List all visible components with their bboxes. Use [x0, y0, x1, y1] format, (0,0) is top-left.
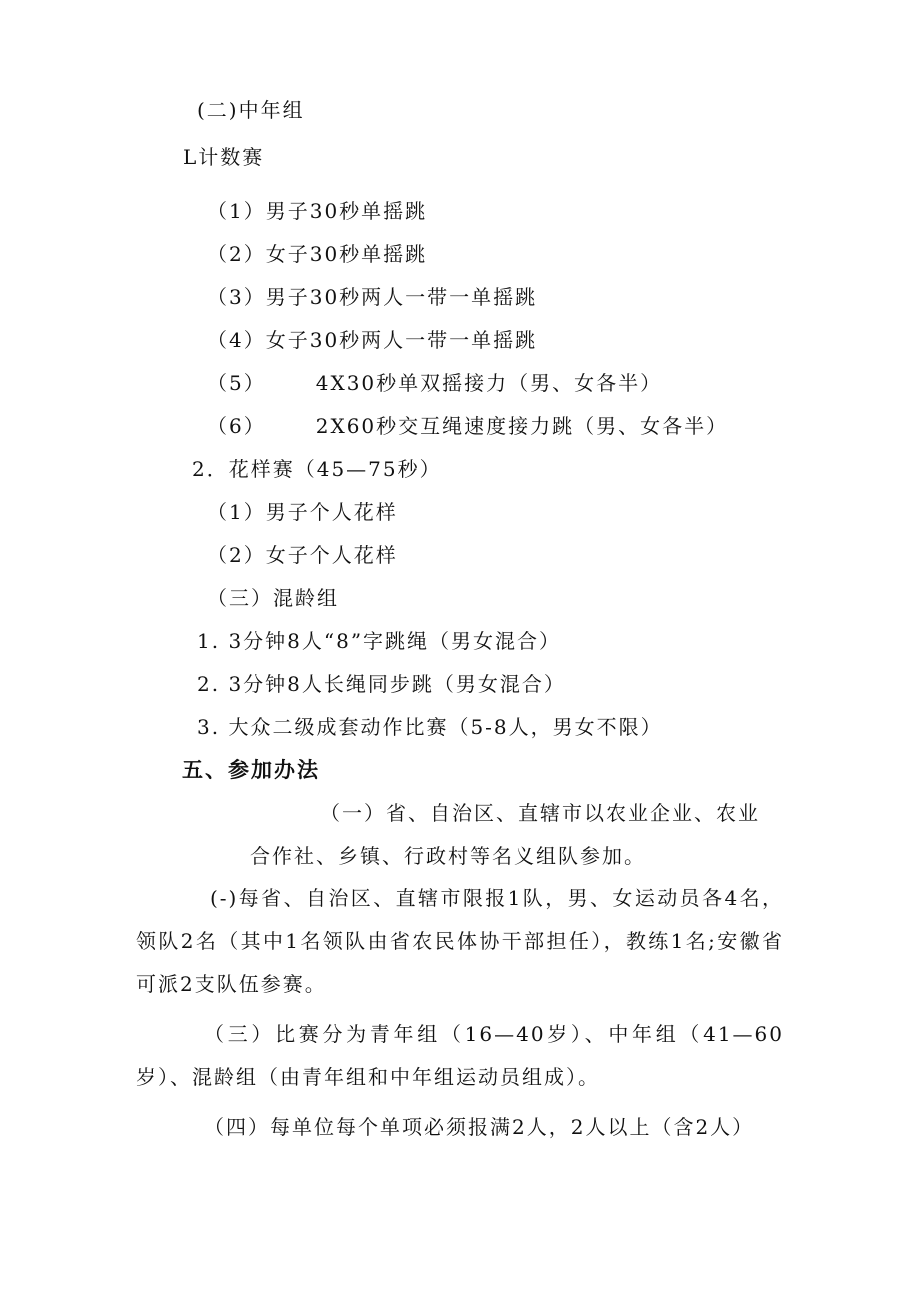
fancy-contest-title: 2．花样赛（45—75秒） [192, 457, 442, 481]
list-item: 2. 3分钟8人长绳同步跳（男女混合） [197, 672, 566, 696]
section-heading: 五、参加办法 [182, 758, 320, 782]
mixed-group-title: （三）混龄组 [207, 586, 339, 610]
item-number: （5） [207, 371, 266, 395]
item-text: 女子30秒两人一带一单摇跳 [265, 328, 538, 352]
paragraph: （三）比赛分为青年组（16—40岁）、中年组（41—60岁）、混龄组（由青年组和中年组运动员组成）。 [136, 1022, 784, 1089]
list-item: 1. 3分钟8人“8”字跳绳（男女混合） [197, 629, 562, 653]
list-item [207, 240, 427, 268]
item-text: 2X60秒交互绳速度接力跳（男、女各半） [315, 414, 729, 438]
item-text: 男子30秒单摇跳 [265, 199, 428, 223]
paragraph: (-)每省、自治区、直辖市限报1队，男、女运动员各4名，领队2名（其中1名领队由省农民体协干部担任），教练1名;安徽省可派2支队伍参赛。 [136, 886, 784, 996]
count-contest-title: L计数赛 [183, 145, 265, 169]
paragraph-line: 合作社、乡镇、行政村等名义组队参加。 [250, 844, 646, 868]
item-text: 4X30秒单双摇接力（男、女各半） [315, 371, 663, 395]
list-item [207, 412, 728, 440]
item-number: （6） [207, 414, 266, 438]
item-number: （2） [207, 242, 266, 266]
item-number: （3） [207, 285, 266, 309]
item-text: 男子30秒两人一带一单摇跳 [265, 285, 538, 309]
list-item: （1）男子个人花样 [207, 500, 398, 524]
middle-group-title: (二)中年组 [197, 98, 305, 122]
list-item: （2）女子个人花样 [207, 543, 398, 567]
list-item [207, 369, 662, 397]
paragraph-line: （四）每单位每个单项必须报满2人，2人以上（含2人） [204, 1115, 755, 1139]
list-item: 3. 大众二级成套动作比赛（5-8人，男女不限） [197, 715, 663, 739]
list-item [207, 283, 537, 311]
item-text: 女子30秒单摇跳 [265, 242, 428, 266]
paragraph-line: （一）省、自治区、直辖市以农业企业、农业 [320, 801, 760, 825]
list-item [207, 197, 427, 225]
list-item [207, 326, 537, 354]
item-number: （1） [207, 199, 266, 223]
item-number: （4） [207, 328, 266, 352]
